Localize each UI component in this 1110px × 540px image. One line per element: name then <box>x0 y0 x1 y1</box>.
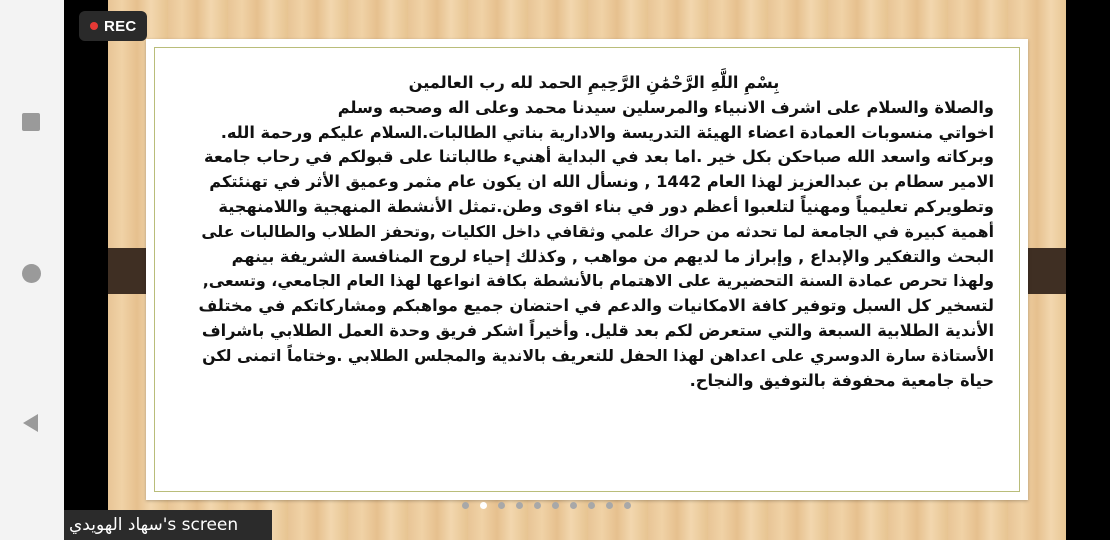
screen-share-caption <box>64 510 272 540</box>
slide-line: الأستاذة سارة الدوسري على اعداهن لهذا الحفل للتعريف بالاندية والمجلس الطلابي .وختاماً اتمنى لكن <box>202 345 994 365</box>
slide-line: أهمية كبيرة في الجامعة لما تحدثه من حراك علمي وثقافي داخل الكليات ,وتحفز الطلاب والطالبات على <box>201 221 994 241</box>
page-dot[interactable] <box>462 502 469 509</box>
page-indicator[interactable] <box>462 502 631 509</box>
slide-line: الامير سطام بن عبدالعزيز لهذا العام 1442 , ونسأل الله ان يكون عام مثمر وعميق الأثر في تهنئتكم <box>209 172 994 192</box>
slide-line: وبركاته واسعد الله صباحكن بكل خير .اما بعد في البداية أهنيء طالباتنا على قبولكم في رحاب جامعة <box>204 147 994 167</box>
slide-line: والصلاة والسلام على اشرف الانبياء والمرسلين سيدنا محمد وعلى اله وصحبه وسلم <box>337 97 994 117</box>
page-dot[interactable] <box>480 502 487 509</box>
page-dot[interactable] <box>516 502 523 509</box>
record-dot-icon <box>90 22 98 30</box>
slide-line: ولهذا تحرص عمادة السنة التحضيرية على الاهتمام بالأنشطة بكافة انواعها لهذا العام الجامعي، وتسعى, <box>202 271 994 291</box>
recents-square-icon[interactable] <box>20 111 42 133</box>
page-dot[interactable] <box>588 502 595 509</box>
slide-line: لتسخير كل السبل وتوفير كافة الامكانيات والدعم في احتضان جميع مواهبكم ومشاركاتكم في مختلف <box>198 296 994 316</box>
slide-line: اخواتي منسوبات العمادة اعضاء الهيئة التدريسة والادارية بناتي الطالبات.السلام عليكم ورحمة الله. <box>220 122 994 142</box>
letterbox-left <box>64 0 108 540</box>
page-dot[interactable] <box>534 502 541 509</box>
slide-line: الأندية الطلابية السبعة والتي ستعرض لكم بعد قليل. وأخيراً اشكر فريق وحدة العمل الطلابي باشراف <box>201 320 994 340</box>
page-dot[interactable] <box>624 502 631 509</box>
recording-label: REC <box>104 17 137 35</box>
letterbox-right <box>1066 0 1110 540</box>
slide-line-basmala: بِسْمِ اللَّهِ الرَّحْمَٰنِ الرَّحِيمِ الحمد لله رب العالمين <box>408 73 780 92</box>
page-dot[interactable] <box>498 502 505 509</box>
home-circle-icon[interactable] <box>20 262 42 284</box>
slide-line: حياة جامعية محفوفة بالتوفيق والنجاح. <box>689 370 994 390</box>
page-dot[interactable] <box>552 502 559 509</box>
recording-indicator[interactable] <box>79 11 147 41</box>
slide-card <box>146 39 1028 500</box>
android-nav-bar <box>0 0 64 540</box>
slide-line: البحث والتفكير والإبداع , وإبراز ما لديهم من مواهب , وكذلك إحياء لروح المنافسة الشريفة بينهم <box>231 246 994 266</box>
page-dot[interactable] <box>570 502 577 509</box>
slide-line: وتطويركم تعليمياً ومهنياً لتلعبوا أعظم دور في بناء اقوى وطن.تمثل الأنشطة المنهجية واللامنهجية <box>218 196 994 216</box>
caption-text: سهاد الهويدي's screen <box>69 515 239 535</box>
slide-text <box>194 71 994 393</box>
page-dot[interactable] <box>606 502 613 509</box>
back-triangle-icon[interactable] <box>20 412 42 434</box>
